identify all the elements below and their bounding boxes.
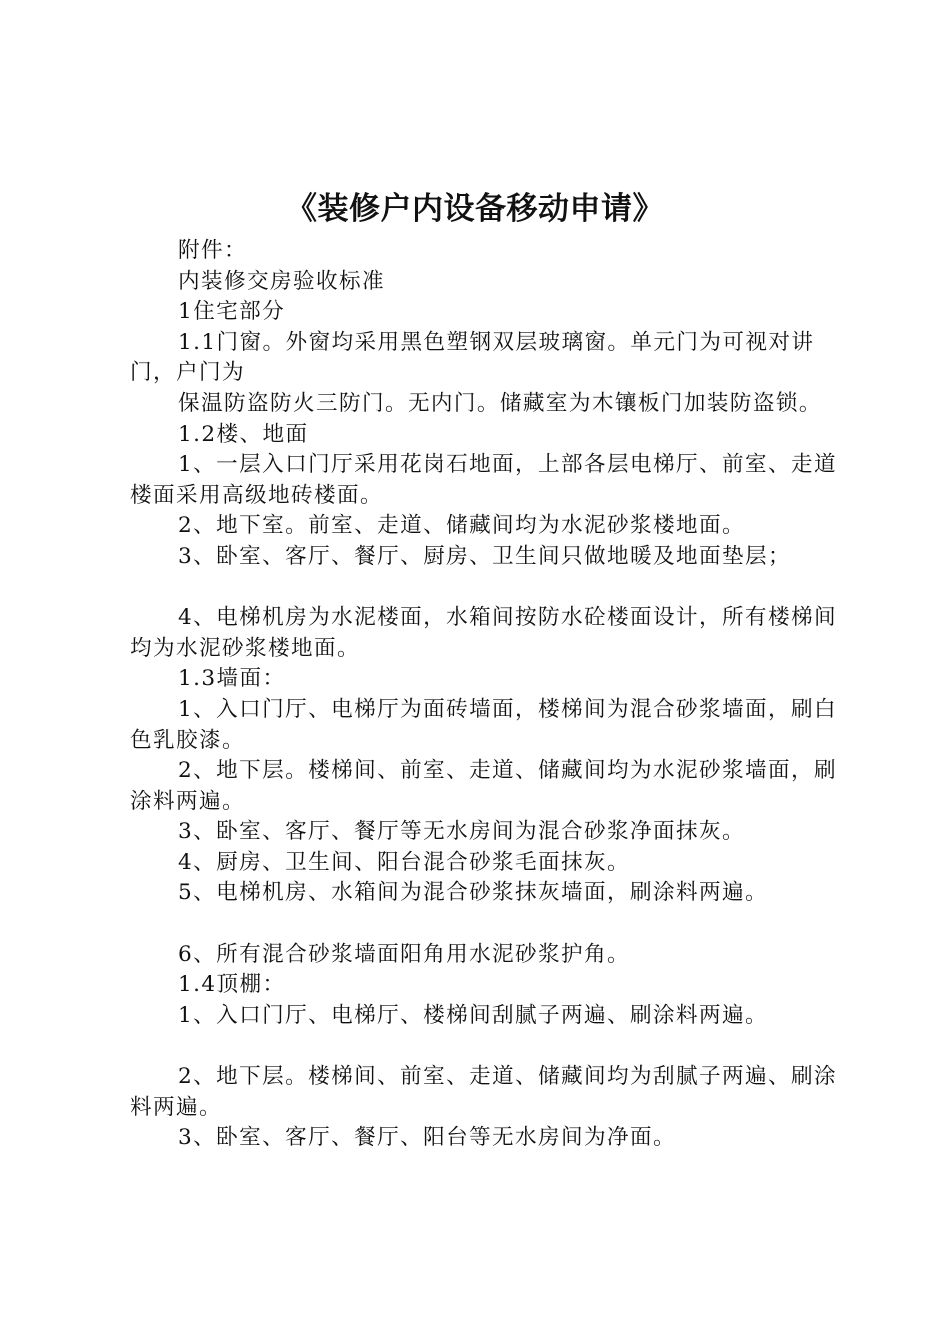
paragraph-floor-4: 4、电梯机房为水泥楼面，水箱间按防水砼楼面设计，所有楼梯间均为水泥砂浆楼地面。 bbox=[130, 605, 837, 661]
paragraph-section-1: 1住宅部分 bbox=[178, 299, 286, 325]
paragraph-wall-4: 4、厨房、卫生间、阳台混合砂浆毛面抹灰。 bbox=[178, 849, 631, 875]
paragraph-gap bbox=[130, 1031, 852, 1062]
paragraph-section-1-2: 1.2楼、地面 bbox=[178, 421, 309, 447]
paragraph-wall-6: 6、所有混合砂浆墙面阳角用水泥砂浆护角。 bbox=[178, 941, 631, 967]
document-title: 《装修户内设备移动申请》 bbox=[286, 191, 664, 227]
paragraph-section-1-3: 1.3墙面： bbox=[178, 666, 286, 692]
paragraph-gap bbox=[130, 573, 852, 604]
paragraph-wall-1: 1、入口门厅、电梯厅为面砖墙面，楼梯间为混合砂浆墙面，刷白色乳胶漆。 bbox=[130, 696, 837, 753]
paragraph-section-1-4: 1.4顶棚： bbox=[178, 972, 286, 998]
document-body bbox=[130, 236, 852, 1154]
paragraph-ceiling-2: 2、地下层。楼梯间、前室、走道、储藏间均为刮腻子两遍、刷涂料两遍。 bbox=[130, 1064, 837, 1120]
paragraph-security-doors: 保温防盗防火三防门。无内门。储藏室为木镶板门加装防盗锁。 bbox=[178, 390, 822, 416]
paragraph-floor-1: 1、一层入口门厅采用花岗石地面，上部各层电梯厅、前室、走道楼面采用高级地砖楼面。 bbox=[130, 452, 837, 508]
paragraph-ceiling-3: 3、卧室、客厅、餐厅、阳台等无水房间为净面。 bbox=[178, 1125, 677, 1151]
paragraph-doors-windows: 1.1门窗。外窗均采用黑色塑钢双层玻璃窗。单元门为可视对讲门，户门为 bbox=[130, 329, 815, 386]
paragraph-attachment: 附件： bbox=[178, 238, 247, 263]
paragraph-gap bbox=[130, 909, 852, 940]
paragraph-standard-title: 内装修交房验收标准 bbox=[178, 268, 385, 294]
paragraph-floor-2: 2、地下室。前室、走道、储藏间均为水泥砂浆楼地面。 bbox=[178, 513, 745, 539]
paragraph-floor-3: 3、卧室、客厅、餐厅、厨房、卫生间只做地暖及地面垫层； bbox=[178, 543, 791, 569]
paragraph-wall-2: 2、地下层。楼梯间、前室、走道、储藏间均为水泥砂浆墙面，刷涂料两遍。 bbox=[130, 758, 837, 814]
paragraph-wall-3: 3、卧室、客厅、餐厅等无水房间为混合砂浆净面抹灰。 bbox=[178, 819, 745, 845]
paragraph-ceiling-1: 1、入口门厅、电梯厅、楼梯间刮腻子两遍、刷涂料两遍。 bbox=[178, 1002, 768, 1028]
paragraph-wall-5: 5、电梯机房、水箱间为混合砂浆抹灰墙面，刷涂料两遍。 bbox=[178, 880, 768, 906]
